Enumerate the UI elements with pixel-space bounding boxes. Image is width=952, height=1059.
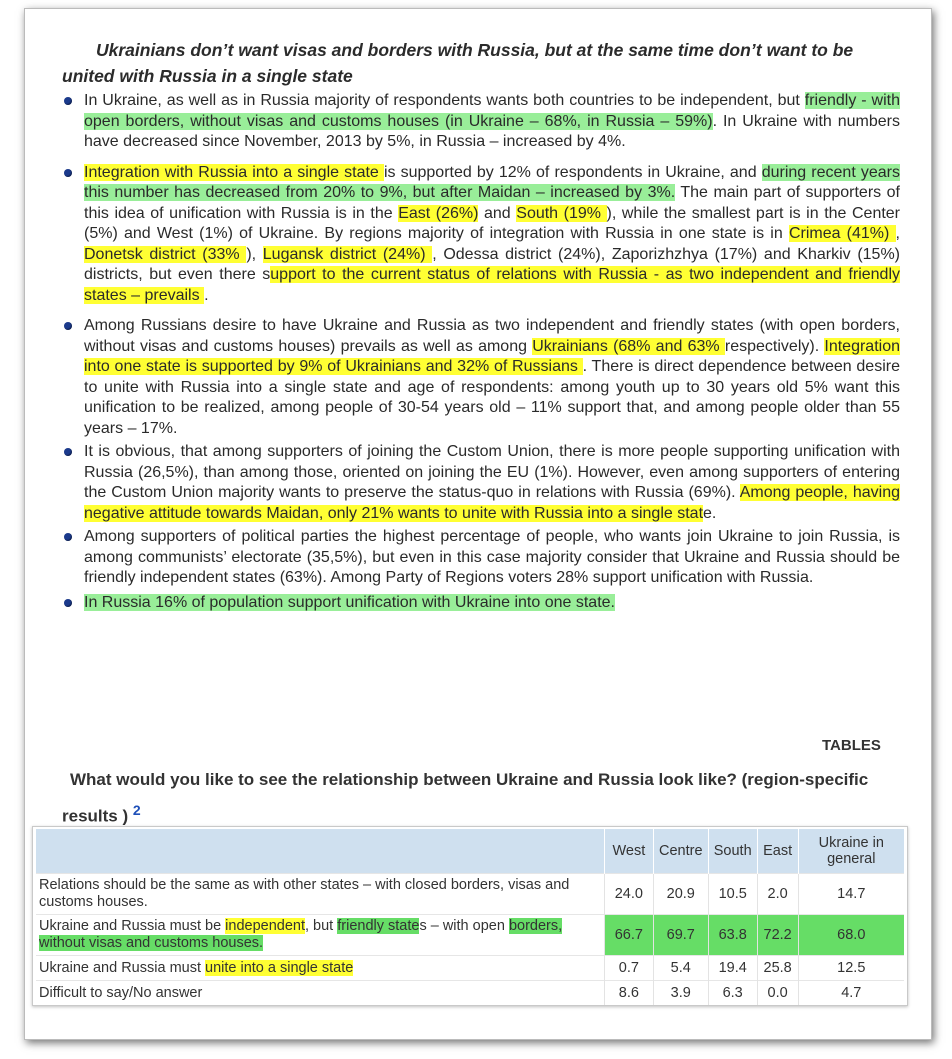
table-cell: 63.8 xyxy=(708,915,757,956)
table-cell: 19.4 xyxy=(708,956,757,981)
list-item: In Ukraine, as well as in Russia majority of respondents wants both countries to be independent, but friendly - with open borders, without visas and customs houses (in Ukraine – 68%, in Russia – 59%). In Ukraine with numbers have decreased since November, 2013 by 5%, in Russia – increased by 4%. xyxy=(62,91,900,153)
table-cell: 72.2 xyxy=(757,915,798,956)
table-cell: 4.7 xyxy=(798,981,904,1006)
list-item: In Russia 16% of population support unification with Ukraine into one state. xyxy=(62,593,900,614)
bullet-icon xyxy=(64,97,72,105)
table-cell: 66.7 xyxy=(604,915,653,956)
cut-off-header xyxy=(62,2,262,16)
table-cell: 0.0 xyxy=(757,981,798,1006)
table-cell: 0.7 xyxy=(604,956,653,981)
table-cell: 14.7 xyxy=(798,874,904,915)
table-cell: 5.4 xyxy=(653,956,708,981)
table-cell: 68.0 xyxy=(798,915,904,956)
table-cell: 3.9 xyxy=(653,981,708,1006)
table-cell: 25.8 xyxy=(757,956,798,981)
column-header: Centre xyxy=(653,829,708,874)
row-label: Ukraine and Russia must unite into a single state xyxy=(36,956,604,981)
table-cell: 69.7 xyxy=(653,915,708,956)
column-header: East xyxy=(757,829,798,874)
bullet-icon xyxy=(64,599,72,607)
results-table xyxy=(36,829,904,1005)
list-item: Integration with Russia into a single state is supported by 12% of respondents in Ukraine, and during recent years this number has decreased from 20% to 9%, but after Maidan – increased by 3%. The main part of supporters of this idea of unification with Russia is in the East (26%) and South (19% ), while the smallest part is in the Center (5%) and West (1%) of Ukraine. By regions majority of integration with Russia in one state is in Crimea (41%) , Donetsk district (33% ), Lugansk district (24%) , Odessa district (24%), Zaporizhzhya (17%) and Kharkiv (15%) districts, but even there support to the current status of relations with Russia - as two independent and friendly states – prevails . xyxy=(62,163,900,307)
row-label: Difficult to say/No answer xyxy=(36,981,604,1006)
table-cell: 10.5 xyxy=(708,874,757,915)
table-cell: 12.5 xyxy=(798,956,904,981)
row-label: Ukraine and Russia must be independent, but friendly states – with open borders, without visas and customs houses. xyxy=(36,915,604,956)
tables-label: TABLES xyxy=(822,737,881,754)
footnote-link[interactable]: 2 xyxy=(132,802,141,818)
bullet-icon xyxy=(64,169,72,177)
table-cell: 2.0 xyxy=(757,874,798,915)
list-item: Among supporters of political parties the highest percentage of people, who wants join Ukraine to join Russia, is among communists’ electorate (35,5%), but even in this case majority consider that Ukraine and Russia should be friendly independent states (63%). Among Party of Regions voters 28% support unification with Russia. xyxy=(62,527,900,589)
findings-list xyxy=(62,91,900,613)
list-item: Among Russians desire to have Ukraine and Russia as two independent and friendly states (with open borders, without visas and customs houses) prevails as well as among Ukrainians (68% and 63% respectively). Integration into one state is supported by 9% of Ukrainians and 32% of Russians . There is direct dependence between desire to unite with Russia into a single state and age of respondents: among youth up to 30 years old 5% want this unification to be realized, among people of 30-54 years old – 11% support that, and among people older than 55 years – 17%. xyxy=(62,316,900,439)
table-row xyxy=(36,956,904,981)
table-cell: 24.0 xyxy=(604,874,653,915)
table-row xyxy=(36,874,904,915)
table-row xyxy=(36,915,904,956)
bullet-icon xyxy=(64,448,72,456)
section-heading: Ukrainians don’t want visas and borders with Russia, but at the same time don’t want to be united with Russia in a single state xyxy=(62,40,854,86)
table-cell: 20.9 xyxy=(653,874,708,915)
column-header: South xyxy=(708,829,757,874)
table-row xyxy=(36,981,904,1006)
column-header: Ukraine in general xyxy=(798,829,904,874)
bullet-icon xyxy=(64,533,72,541)
header-blank xyxy=(36,829,604,874)
table-cell: 6.3 xyxy=(708,981,757,1006)
column-header: West xyxy=(604,829,653,874)
row-label: Relations should be the same as with other states – with closed borders, visas and customs houses. xyxy=(36,874,604,915)
table-header-row xyxy=(36,829,904,874)
table-cell: 8.6 xyxy=(604,981,653,1006)
table-question-title: What would you like to see the relationship between Ukraine and Russia look like? (region-specific results ) $^2$ xyxy=(62,770,869,826)
list-item: It is obvious, that among supporters of joining the Custom Union, there is more people supporting unification with Russia (26,5%), than among those, oriented on joining the EU (1%). However, even among supporters of entering the Custom Union majority wants to preserve the status-quo in relations with Russia (69%). Among people, having negative attitude towards Maidan, only 21% wants to unite with Russia into a single state. xyxy=(62,442,900,524)
bullet-icon xyxy=(64,322,72,330)
